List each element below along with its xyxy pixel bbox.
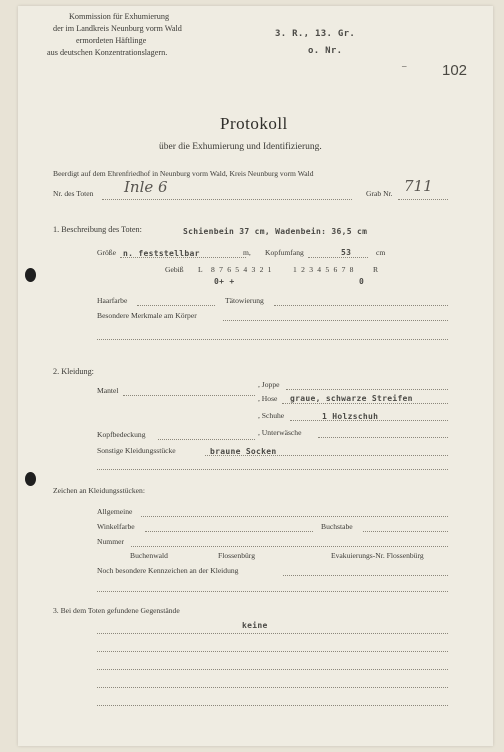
trousers-line xyxy=(282,403,448,404)
dead-number-line xyxy=(102,199,352,200)
trousers-value: graue, schwarze Streifen xyxy=(290,394,413,403)
teeth-L: L xyxy=(198,265,203,274)
buchenwald-label: Buchenwald xyxy=(130,551,168,560)
head-circumference-value: 53 xyxy=(341,248,352,257)
shoes-value: 1 Holzschuh xyxy=(322,412,379,421)
teeth-right-numbers: 1 2 3 4 5 6 7 8 xyxy=(293,265,355,274)
section-1-heading: 1. Beschreibung des Toten: xyxy=(53,225,142,234)
underwear-label: , Unterwäsche xyxy=(258,428,302,437)
dead-number-label: Nr. des Toten xyxy=(53,189,94,198)
found-items-line-1 xyxy=(97,633,448,634)
page-number: 102 xyxy=(442,62,468,79)
dead-number-value: Inle 6 xyxy=(124,178,168,196)
measurements-typed: Schienbein 37 cm, Wadenbein: 36,5 cm xyxy=(183,227,368,236)
other-clothing-label: Sonstige Kleidungsstücke xyxy=(97,446,176,455)
number-line xyxy=(131,546,448,547)
document-subtitle: über die Exhumierung und Identifizierung. xyxy=(159,142,322,152)
grave-number-line xyxy=(398,199,448,200)
org-line-1: Kommission für Exhumierung xyxy=(69,12,170,21)
teeth-note-right: 0 xyxy=(359,277,365,286)
jacket-label-text: Joppe xyxy=(261,380,280,389)
tattoo-label: Tätowierung xyxy=(225,296,264,305)
additional-markings-line xyxy=(283,575,448,576)
found-items-line-2 xyxy=(97,651,448,652)
flossenbuerg-label: Flossenbürg xyxy=(218,551,255,560)
shoes-label: , Schuhe xyxy=(258,411,285,420)
triangle-color-label: Winkelfarbe xyxy=(97,522,135,531)
underwear-label-text: Unterwäsche xyxy=(261,428,302,437)
additional-markings-line-2 xyxy=(97,591,448,592)
general-label: Allgemeine xyxy=(97,507,133,516)
teeth-left-numbers: 8 7 6 5 4 3 2 1 xyxy=(211,265,273,274)
shoes-label-text: Schuhe xyxy=(261,411,285,420)
grave-number-value: 711 xyxy=(404,177,433,195)
other-clothing-value: braune Socken xyxy=(210,447,277,456)
typed-reference-2: o. Nr. xyxy=(308,46,343,56)
coat-line xyxy=(123,395,255,396)
height-value: n. feststellbar xyxy=(123,249,200,258)
special-marks-label: Besondere Merkmale am Körper xyxy=(97,311,197,320)
teeth-R: R xyxy=(373,265,379,274)
punch-hole-top xyxy=(25,268,36,282)
letter-label: Buchstabe xyxy=(321,522,353,531)
punch-hole-bottom xyxy=(25,472,36,486)
headwear-label: Kopfbedeckung xyxy=(97,430,146,439)
hair-color-line xyxy=(137,305,215,306)
burial-text: Beerdigt auf dem Ehrenfriedhof in Neunburg vorm Wald, Kreis Neunburg vorm Wald xyxy=(53,169,314,178)
tattoo-line xyxy=(274,305,448,306)
teeth-notes: 0+ + xyxy=(214,277,235,286)
head-circumference-line xyxy=(308,257,368,258)
special-marks-line-2 xyxy=(97,339,448,340)
section-2-heading: 2. Kleidung: xyxy=(53,367,94,376)
org-line-2: der im Landkreis Neunburg vorm Wald xyxy=(53,24,182,33)
letter-line xyxy=(363,531,448,532)
headwear-line xyxy=(158,439,255,440)
underwear-line xyxy=(318,437,448,438)
coat-label: Mantel xyxy=(97,386,119,395)
trousers-label: , Hose xyxy=(258,394,278,403)
typed-reference-1: 3. R., 13. Gr. xyxy=(275,29,356,39)
head-circumference-label: Kopfumfang xyxy=(265,248,304,257)
jacket-line xyxy=(286,389,448,390)
grave-number-label: Grab Nr. xyxy=(366,189,393,198)
markings-heading: Zeichen an Kleidungsstücken: xyxy=(53,486,145,495)
hair-color-label: Haarfarbe xyxy=(97,296,128,305)
evacuation-number-label: Evakuierungs-Nr. Flossenbürg xyxy=(331,551,424,560)
other-clothing-line-2 xyxy=(97,469,448,470)
org-line-4: aus deutschen Konzentrationslagern. xyxy=(47,48,168,57)
height-unit: m, xyxy=(243,248,251,257)
found-items-line-4 xyxy=(97,687,448,688)
org-line-3: ermordeten Häftlinge xyxy=(76,36,147,45)
section-3-heading: 3. Bei dem Toten gefundene Gegenstände xyxy=(53,606,180,615)
special-marks-line-1 xyxy=(223,320,448,321)
general-line xyxy=(141,516,448,517)
number-label: Nummer xyxy=(97,537,124,546)
found-items-value: keine xyxy=(242,621,268,630)
page-number-dash: – xyxy=(402,61,407,71)
triangle-color-line xyxy=(145,531,313,532)
head-circumference-unit: cm xyxy=(376,248,386,257)
additional-markings-label: Noch besondere Kennzeichen an der Kleidung xyxy=(97,566,239,575)
document-title: Protokoll xyxy=(220,114,288,133)
height-label: Größe xyxy=(97,248,116,257)
jacket-label: , Joppe xyxy=(258,380,280,389)
teeth-label: Gebiß xyxy=(165,265,184,274)
found-items-line-5 xyxy=(97,705,448,706)
trousers-label-text: Hose xyxy=(261,394,278,403)
found-items-line-3 xyxy=(97,669,448,670)
document-page xyxy=(18,6,493,746)
